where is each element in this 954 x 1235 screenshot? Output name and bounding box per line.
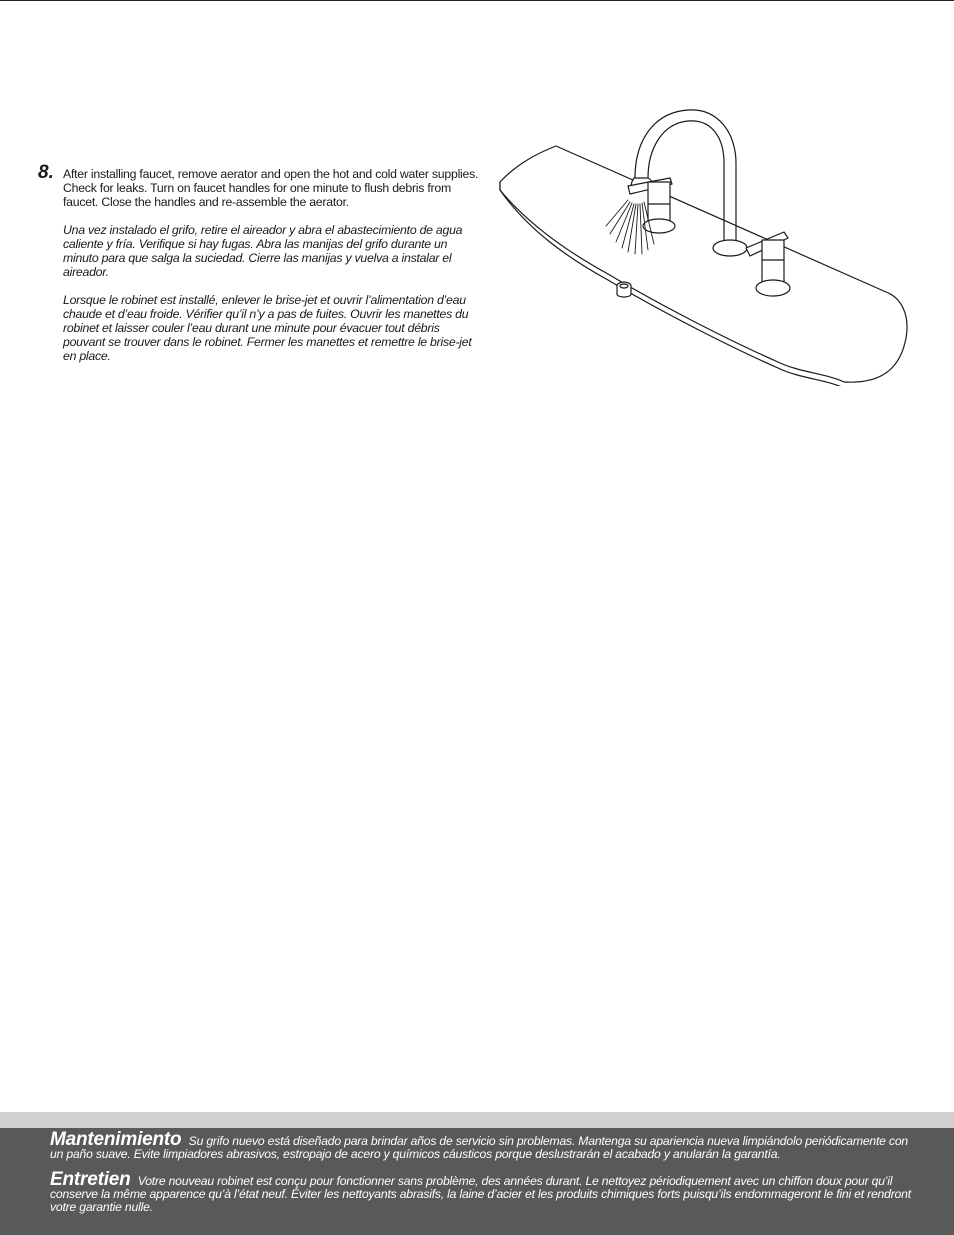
- footer-band: [0, 1112, 954, 1128]
- faucet-flush-illustration: [498, 108, 910, 386]
- step-number: 8.: [38, 162, 54, 183]
- step-text-english: After installing faucet, remove aerator and open the hot and cold water supplies. Check for leaks. Turn on faucet handles for one minute to flush debris from faucet. Close the handles and re-assemble the aerator.: [63, 167, 479, 209]
- maintenance-text-spanish: Su grifo nuevo está diseñado para brindar años de servicio sin problemas. Mantenga su apariencia nueva limpiándolo periódicamente con un paño suave. Evite limpiadores abrasivos, estropajo de acero y químicos cáusticos porque deslustrarán el acabado y anularán la garantía.: [50, 1134, 908, 1161]
- top-rule: [0, 0, 954, 1]
- maintenance-heading-spanish: Mantenimiento: [50, 1129, 182, 1150]
- maintenance-footer: [0, 1128, 954, 1235]
- step-text: [63, 163, 483, 363]
- aerator-icon: [617, 282, 631, 297]
- step-text-spanish: Una vez instalado el grifo, retire el aireador y abra el abastecimiento de agua caliente y fría. Verifique si hay fugas. Abra las manijas del grifo durante un minuto para que salga la suciedad. Cierre las manijas y vuelva a instalar el aireador.: [63, 223, 463, 279]
- maintenance-heading-french: Entretien: [50, 1169, 131, 1190]
- maintenance-text-french: Votre nouveau robinet est conçu pour fonctionner sans problème, des années durant. Le nettoyez périodiquement avec un chiffon doux pour qu’il conserve la même apparence qu’à l’état neuf. Éviter les nettoyants abrasifs, la laine d’acier et les produits chimiques forts puisqu’ils endommageront le fini et rendront votre garantie nulle.: [50, 1174, 911, 1214]
- step-text-french: Lorsque le robinet est installé, enlever le brise-jet et ouvrir l’alimentation d’eau chaude et d’eau froide. Vérifier qu’il n’y a pas de fuites. Ouvrir les manettes du robinet et laisser couler l’eau durant une minute pour évacuer tout débris pouvant se trouver dans le robinet. Fermer les manettes et remettre le brise-jet en place.: [63, 293, 472, 363]
- maintenance-spanish: [50, 1129, 920, 1161]
- maintenance-french: [50, 1169, 920, 1214]
- countertop-slab-icon: [500, 146, 907, 386]
- step-8-section: [38, 163, 483, 377]
